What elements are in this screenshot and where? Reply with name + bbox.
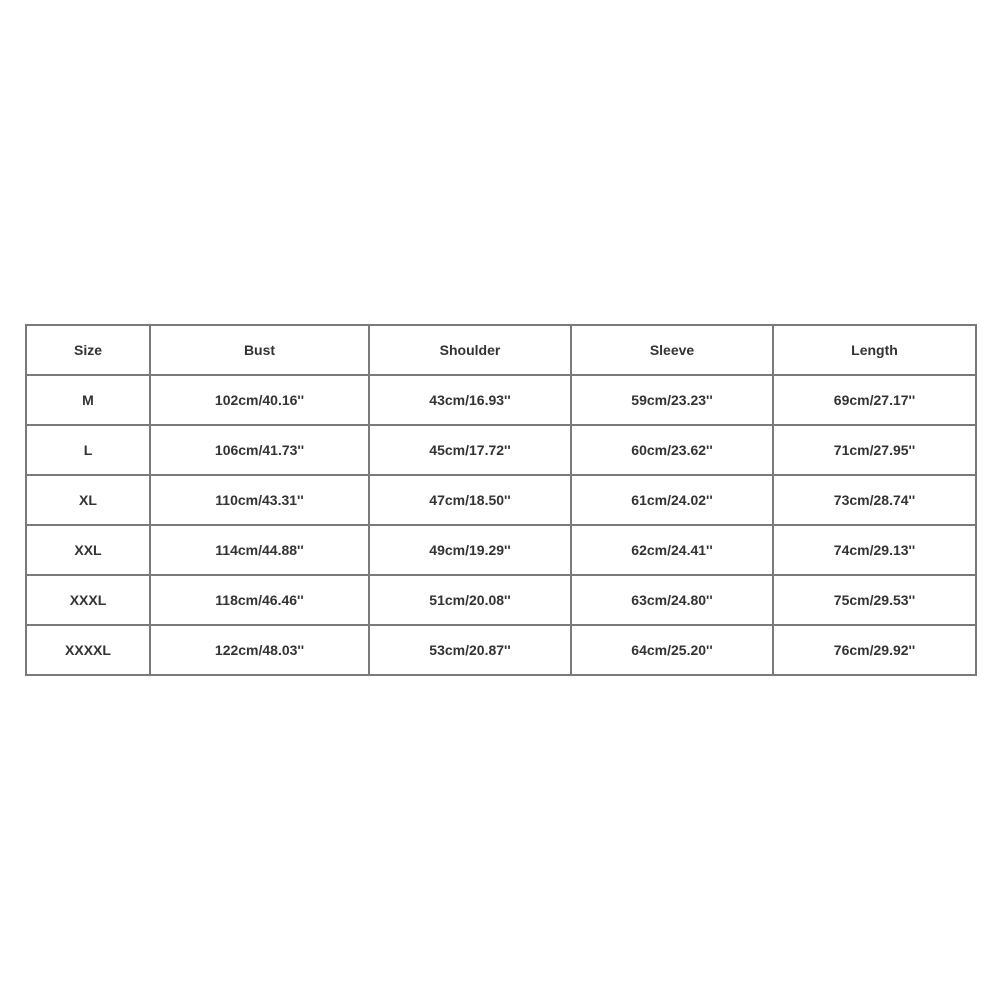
table-row: [26, 575, 976, 625]
cell-length: 73cm/28.74'': [773, 475, 976, 525]
cell-size: XXXXL: [26, 625, 150, 675]
cell-bust: 110cm/43.31'': [150, 475, 369, 525]
cell-shoulder: 47cm/18.50'': [369, 475, 571, 525]
cell-shoulder: 45cm/17.72'': [369, 425, 571, 475]
table-row: [26, 525, 976, 575]
cell-length: 76cm/29.92'': [773, 625, 976, 675]
table-row: [26, 475, 976, 525]
cell-size: M: [26, 375, 150, 425]
cell-size: XXL: [26, 525, 150, 575]
table-row: [26, 425, 976, 475]
table-body: [26, 375, 976, 675]
cell-bust: 118cm/46.46'': [150, 575, 369, 625]
cell-shoulder: 49cm/19.29'': [369, 525, 571, 575]
cell-shoulder: 53cm/20.87'': [369, 625, 571, 675]
cell-bust: 102cm/40.16'': [150, 375, 369, 425]
cell-sleeve: 60cm/23.62'': [571, 425, 773, 475]
cell-size: XXXL: [26, 575, 150, 625]
table-row: [26, 625, 976, 675]
header-sleeve: Sleeve: [571, 325, 773, 375]
cell-sleeve: 61cm/24.02'': [571, 475, 773, 525]
cell-size: XL: [26, 475, 150, 525]
cell-size: L: [26, 425, 150, 475]
cell-sleeve: 62cm/24.41'': [571, 525, 773, 575]
table-header: [26, 325, 976, 375]
cell-length: 69cm/27.17'': [773, 375, 976, 425]
header-length: Length: [773, 325, 976, 375]
cell-shoulder: 51cm/20.08'': [369, 575, 571, 625]
cell-length: 75cm/29.53'': [773, 575, 976, 625]
header-size: Size: [26, 325, 150, 375]
header-row: [26, 325, 976, 375]
cell-length: 74cm/29.13'': [773, 525, 976, 575]
cell-length: 71cm/27.95'': [773, 425, 976, 475]
cell-sleeve: 64cm/25.20'': [571, 625, 773, 675]
cell-bust: 122cm/48.03'': [150, 625, 369, 675]
cell-sleeve: 63cm/24.80'': [571, 575, 773, 625]
header-shoulder: Shoulder: [369, 325, 571, 375]
cell-bust: 114cm/44.88'': [150, 525, 369, 575]
cell-sleeve: 59cm/23.23'': [571, 375, 773, 425]
header-bust: Bust: [150, 325, 369, 375]
size-chart-table: [25, 324, 977, 676]
cell-shoulder: 43cm/16.93'': [369, 375, 571, 425]
table-row: [26, 375, 976, 425]
cell-bust: 106cm/41.73'': [150, 425, 369, 475]
